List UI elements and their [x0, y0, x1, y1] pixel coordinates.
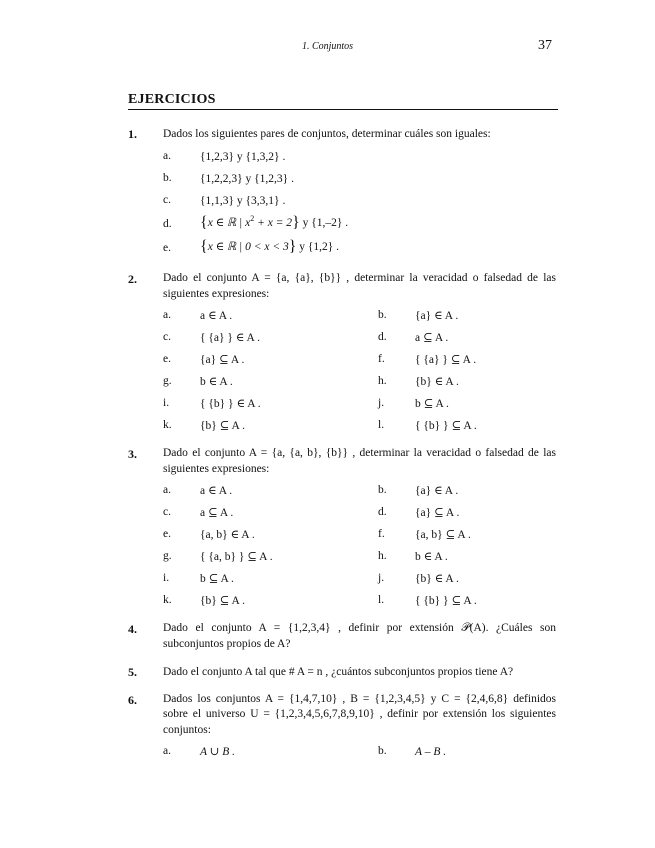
item-text: a ∈ A .	[200, 485, 233, 497]
item-label: i.	[163, 572, 170, 584]
item-text: {1,1,3} y {3,3,1} .	[200, 195, 286, 207]
item-label: c.	[163, 331, 171, 343]
exercise-statement-line: Dado el conjunto A = {a, {a, b}, {b}} , determinar la veracidad o falsedad de las	[163, 447, 556, 459]
item-text: b ∈ A .	[415, 551, 448, 563]
item-label: d.	[163, 218, 172, 230]
item-text: {b} ∈ A .	[415, 376, 459, 388]
math-rest: y {1,2} .	[296, 241, 340, 253]
item-text: {b} ⊆ A .	[200, 420, 245, 432]
item-text: a ⊆ A .	[415, 332, 449, 344]
item-label: e.	[163, 528, 171, 540]
item-text: {a, b} ⊆ A .	[415, 529, 471, 541]
exercise-number: 2.	[128, 272, 137, 286]
item-label: b.	[378, 484, 387, 496]
item-label: c.	[163, 506, 171, 518]
math-rest: y {1,–2} .	[299, 217, 349, 229]
item-text: { {b} } ⊆ A .	[415, 420, 477, 432]
page-number: 37	[538, 38, 552, 53]
item-label: f.	[378, 528, 385, 540]
exercise-statement: Dado el conjunto A tal que # A = n , ¿cuántos subconjuntos propios tiene A?	[163, 666, 514, 678]
item-label: j.	[378, 572, 385, 584]
item-text: { {b} } ⊆ A .	[415, 595, 477, 607]
exercise-statement-line: siguientes expresiones:	[163, 463, 270, 475]
exponent: 2	[250, 214, 255, 223]
item-text	[200, 240, 339, 254]
item-text: { {a} } ∈ A .	[200, 332, 260, 344]
item-label: b.	[378, 309, 387, 321]
exercise-number: 3.	[128, 447, 137, 461]
brace-close: }	[288, 238, 297, 255]
exercise-number: 1.	[128, 127, 137, 141]
item-label: d.	[378, 506, 387, 518]
item-label: h.	[378, 375, 387, 387]
item-label: j.	[378, 397, 385, 409]
item-text: {1,2,2,3} y {1,2,3} .	[200, 173, 294, 185]
brace-open: {	[200, 214, 208, 231]
item-text: {1,2,3} y {1,3,2} .	[200, 151, 286, 163]
exercise-number: 5.	[128, 665, 137, 679]
item-label: b.	[163, 172, 172, 184]
running-header: 1. Conjuntos	[301, 41, 354, 52]
item-label: b.	[378, 745, 387, 757]
item-text: b ⊆ A .	[200, 573, 234, 585]
item-label: a.	[163, 309, 171, 321]
item-text	[200, 216, 348, 230]
item-label: e.	[163, 353, 171, 365]
exercise-number: 6.	[128, 693, 137, 707]
item-label: a.	[163, 745, 171, 757]
exercise-statement: Dados los siguientes pares de conjuntos, determinar cuáles son iguales:	[163, 128, 491, 140]
item-label: f.	[378, 353, 385, 365]
item-label: a.	[163, 484, 171, 496]
item-text: {a} ⊆ A .	[415, 507, 460, 519]
item-text: b ∈ A .	[200, 376, 233, 388]
item-label: c.	[163, 194, 171, 206]
item-label: e.	[163, 242, 171, 254]
item-label: k.	[163, 594, 172, 606]
exercise-statement-line: Dado el conjunto A = {a, {a}, {b}} , determinar la veracidad o falsedad de las	[163, 272, 556, 284]
math-part: x ∈ ℝ | x	[207, 217, 251, 229]
item-text: A – B .	[415, 746, 447, 758]
section-title: EJERCICIOS	[128, 92, 558, 110]
item-text: { {b} } ∈ A .	[200, 398, 261, 410]
math-part: x ∈ ℝ | 0 < x < 3	[207, 241, 289, 253]
item-label: d.	[378, 331, 387, 343]
exercise-statement-line: Dado el conjunto A = {1,2,3,4} , definir por extensión 𝒫(A). ¿Cuáles son	[163, 622, 556, 634]
item-text: {a} ∈ A .	[415, 310, 459, 322]
brace-close: }	[292, 214, 300, 231]
item-label: g.	[163, 375, 172, 387]
item-text: b ⊆ A .	[415, 398, 449, 410]
exercise-number: 4.	[128, 622, 137, 636]
item-text: a ⊆ A .	[200, 507, 234, 519]
item-text: {a, b} ∈ A .	[200, 529, 255, 541]
item-label: l.	[378, 419, 385, 431]
item-label: l.	[378, 594, 385, 606]
item-text: { {a} } ⊆ A .	[415, 354, 477, 366]
item-text: {b} ⊆ A .	[200, 595, 245, 607]
item-text: {a} ⊆ A .	[200, 354, 245, 366]
item-text: {a} ∈ A .	[415, 485, 459, 497]
exercise-statement-line: siguientes expresiones:	[163, 288, 270, 300]
exercise-statement-line: Dados los conjuntos A = {1,4,7,10} , B = {1,2,3,4,5} y C = {2,4,6,8} definidos	[163, 693, 556, 705]
item-label: k.	[163, 419, 172, 431]
exercise-statement-line: sobre el universo U = {1,2,3,4,5,6,7,8,9,10} , definir por extensión los siguientes	[163, 708, 556, 720]
item-text: A ∪ B .	[200, 746, 235, 758]
exercise-statement-line: subconjuntos propios de A?	[163, 638, 291, 650]
item-label: a.	[163, 150, 171, 162]
item-text: {b} ∈ A .	[415, 573, 459, 585]
item-label: g.	[163, 550, 172, 562]
item-text: { {a, b} } ⊆ A .	[200, 551, 273, 563]
item-label: h.	[378, 550, 387, 562]
item-label: i.	[163, 397, 170, 409]
item-text: a ∈ A .	[200, 310, 233, 322]
math-part: + x = 2	[254, 217, 293, 229]
exercise-statement-line: conjuntos:	[163, 724, 211, 736]
brace-open: {	[200, 238, 208, 255]
